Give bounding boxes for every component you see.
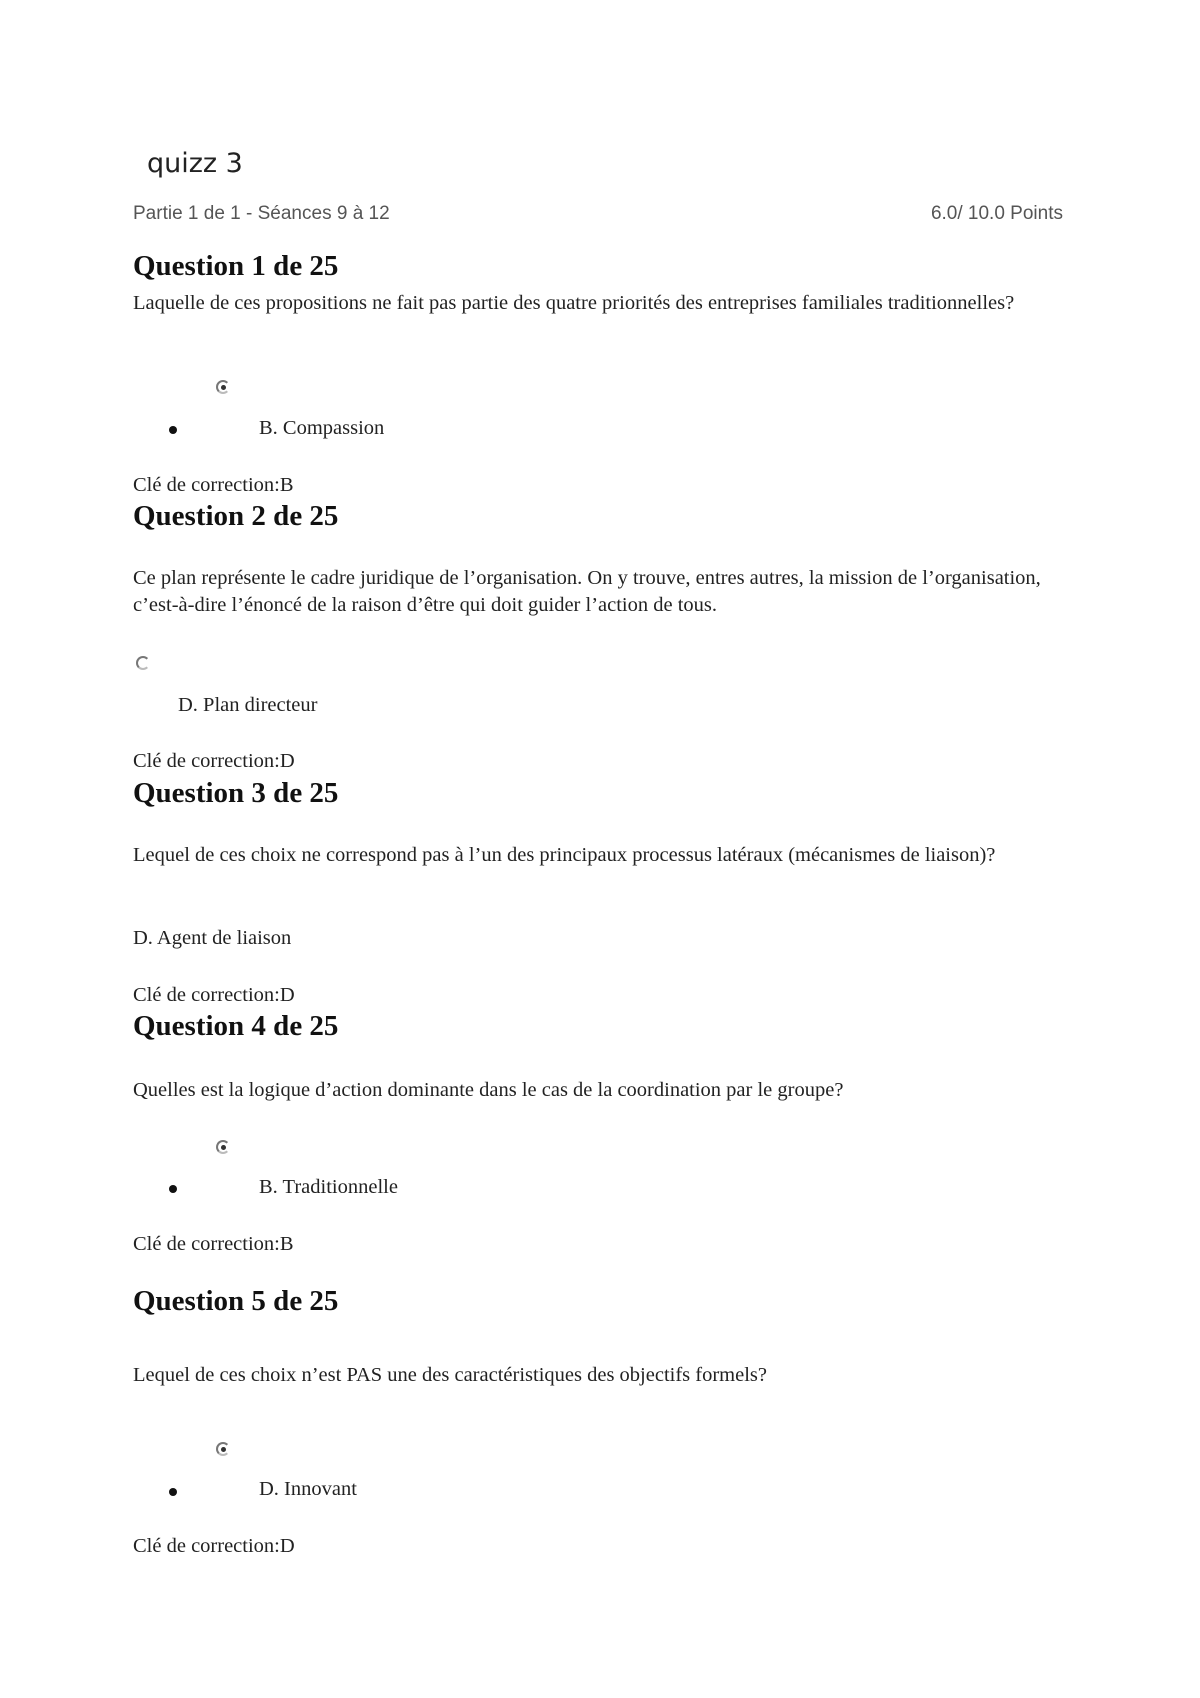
question-3-answer: D. Agent de liaison <box>133 927 292 949</box>
question-5-text: Lequel de ces choix n’est PAS une des caractéristiques des objectifs formels? <box>133 1364 767 1386</box>
quiz-score: 6.0/ 10.0 Points <box>930 203 1063 224</box>
question-4-heading: Question 4 de 25 <box>133 1010 339 1042</box>
question-1-heading: Question 1 de 25 <box>133 250 339 282</box>
bullet-icon <box>169 1488 177 1496</box>
answer-radio-icon[interactable] <box>136 656 150 670</box>
question-1-answer: B. Compassion <box>259 417 385 439</box>
quiz-part-label: Partie 1 de 1 - Séances 9 à 12 <box>133 203 390 224</box>
question-5-answer: D. Innovant <box>259 1478 357 1500</box>
question-2-answer: D. Plan directeur <box>178 694 318 716</box>
question-4-key: Clé de correction:B <box>133 1233 294 1255</box>
question-1-key: Clé de correction:B <box>133 474 294 496</box>
question-1-text: Laquelle de ces propositions ne fait pas partie des quatre priorités des entreprises familiales traditionnelles? <box>133 292 1015 314</box>
bullet-icon <box>169 1185 177 1193</box>
question-2-heading: Question 2 de 25 <box>133 500 339 532</box>
question-4-text: Quelles est la logique d’action dominante dans le cas de la coordination par le groupe? <box>133 1079 844 1101</box>
answer-radio-icon[interactable] <box>216 1442 230 1456</box>
question-2-key: Clé de correction:D <box>133 750 295 772</box>
question-5-heading: Question 5 de 25 <box>133 1285 339 1317</box>
question-3-key: Clé de correction:D <box>133 984 295 1006</box>
question-3-heading: Question 3 de 25 <box>133 777 339 809</box>
answer-radio-icon[interactable] <box>216 380 230 394</box>
bullet-icon <box>169 426 177 434</box>
question-4-answer: B. Traditionnelle <box>259 1176 398 1198</box>
question-2-text: Ce plan représente le cadre juridique de l’organisation. On y trouve, entres autres, la mission de l’organisation, c’est-à-dire l’énoncé de la raison d’être qui doit guider l’action de tous. <box>133 567 1041 616</box>
answer-radio-icon[interactable] <box>216 1140 230 1154</box>
question-5-key: Clé de correction:D <box>133 1535 295 1557</box>
quiz-title: quizz 3 <box>147 148 243 179</box>
question-3-text: Lequel de ces choix ne correspond pas à l’un des principaux processus latéraux (mécanismes de liaison)? <box>133 844 996 866</box>
